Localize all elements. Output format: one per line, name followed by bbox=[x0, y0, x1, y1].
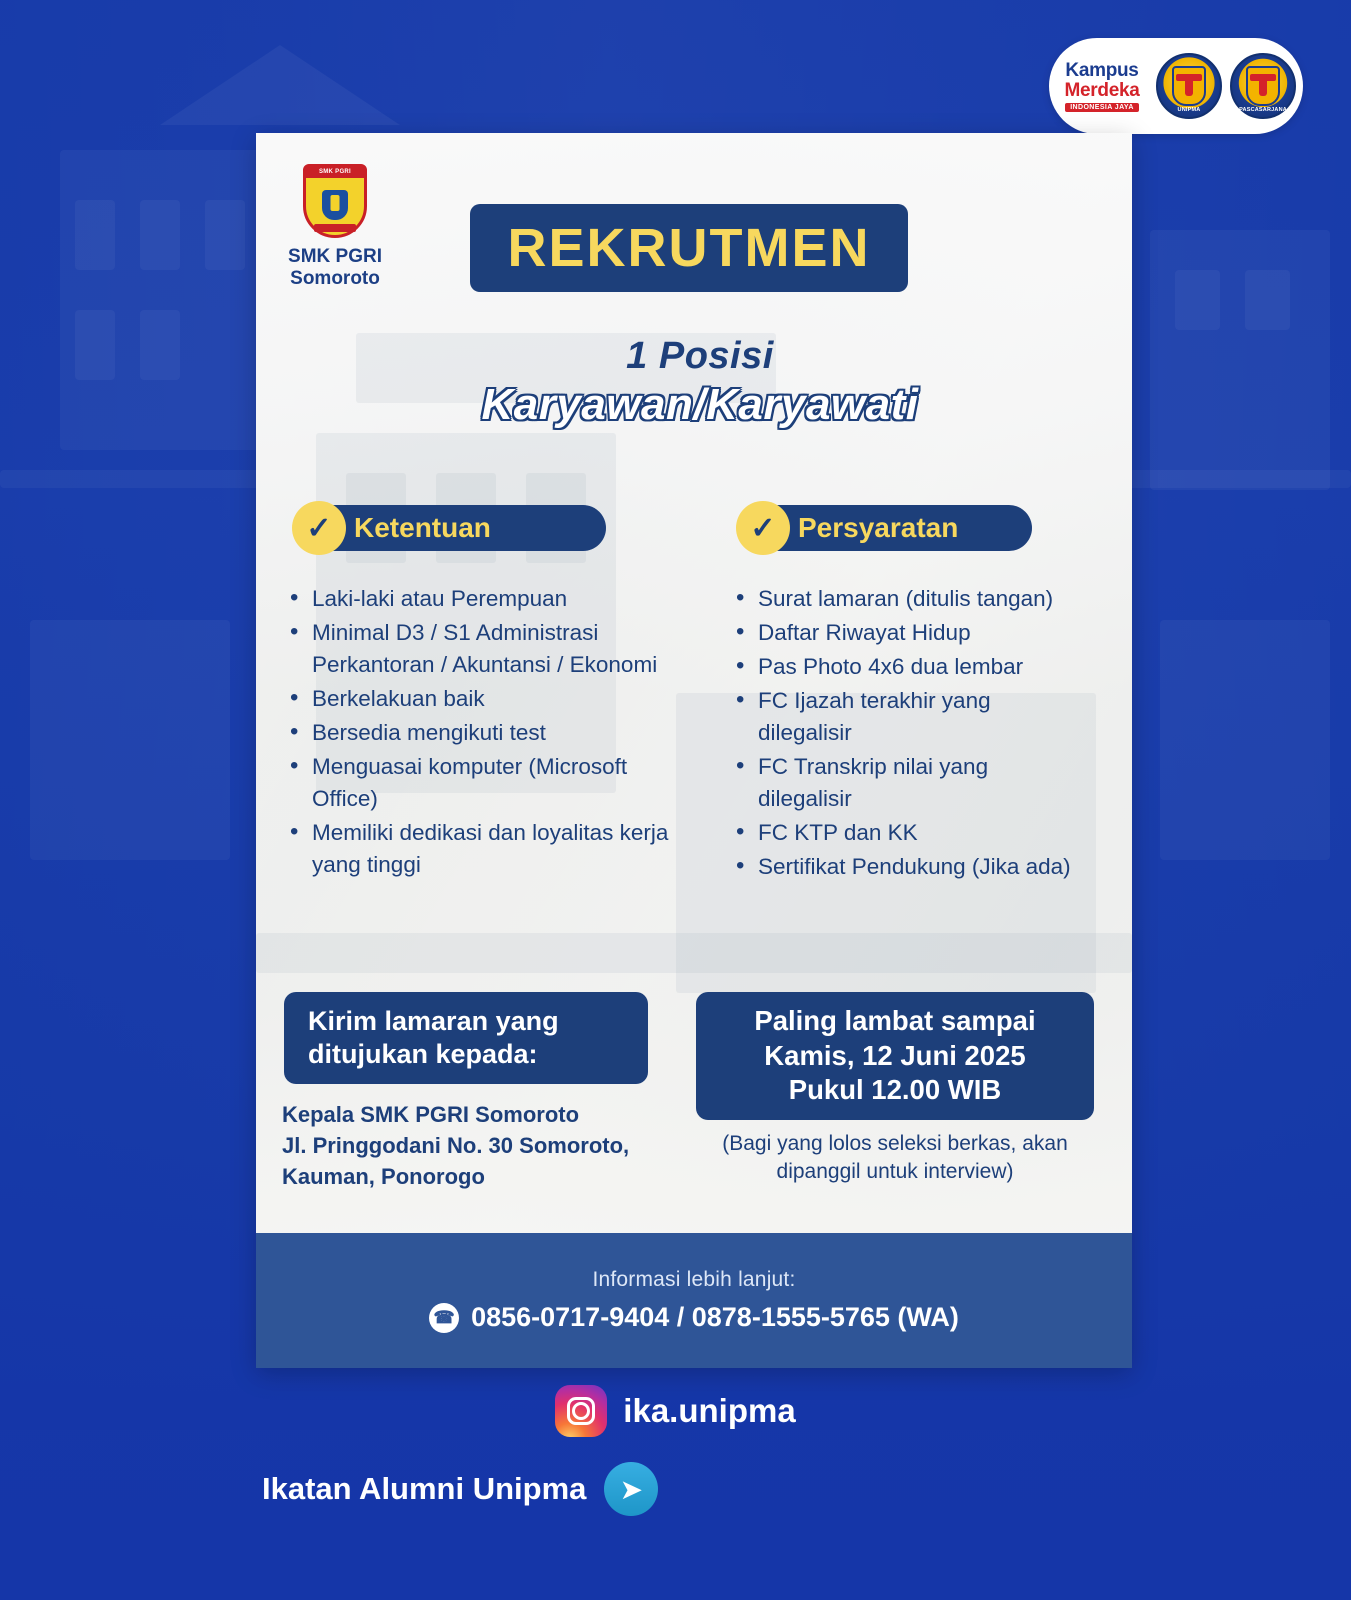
deadline-line2: Kamis, 12 Juni 2025 bbox=[764, 1039, 1026, 1071]
deadline-line3: Pukul 12.00 WIB bbox=[788, 1074, 1002, 1106]
headline-text: REKRUTMEN bbox=[507, 218, 871, 278]
pascasarjana-seal-label: PASCASARJANA bbox=[1239, 107, 1287, 113]
kampus-merdeka-line2: Merdeka bbox=[1064, 79, 1140, 101]
footer-info-label: Informasi lebih lanjut: bbox=[592, 1268, 796, 1291]
position-block bbox=[440, 335, 960, 430]
unipma-seal-label: UNIPMA bbox=[1177, 107, 1201, 113]
send-to-heading-line2: ditujukan kepada: bbox=[308, 1039, 538, 1069]
footer-phone-numbers: 0856-0717-9404 / 0878-1555-5765 (WA) bbox=[471, 1302, 959, 1332]
list-item: • Berkelakuan baik bbox=[284, 683, 684, 715]
kampus-merdeka-tagline: INDONESIA JAYA bbox=[1065, 103, 1139, 112]
alumni-row bbox=[262, 1462, 658, 1516]
send-to-heading-line1: Kirim lamaran yang bbox=[308, 1006, 559, 1037]
school-name-line1: SMK PGRI bbox=[288, 246, 382, 267]
list-item: • Sertifikat Pendukung (Jika ada) bbox=[730, 851, 1075, 883]
list-item: • FC Ijazah terakhir yang dilegalisir bbox=[730, 685, 1075, 749]
address-line1: Kepala SMK PGRI Somoroto bbox=[282, 1102, 580, 1127]
unipma-seal-icon bbox=[1156, 53, 1222, 119]
school-name bbox=[285, 246, 385, 290]
position-count: 1 Posisi bbox=[626, 335, 774, 377]
deadline-line1: Paling lambat sampai bbox=[754, 1005, 1036, 1037]
deadline-banner bbox=[696, 992, 1094, 1120]
check-icon: ✓ bbox=[736, 501, 790, 555]
list-item: • FC Transkrip nilai yang dilegalisir bbox=[730, 751, 1075, 815]
list-item: • Daftar Riwayat Hidup bbox=[730, 617, 1075, 649]
instagram-icon[interactable] bbox=[555, 1385, 607, 1437]
list-item: • Minimal D3 / S1 Administrasi Perkantoran / Akuntansi / Ekonomi bbox=[284, 617, 684, 681]
school-name-line2: Somoroto bbox=[290, 267, 380, 289]
deadline-note-line2: dipanggil untuk interview) bbox=[776, 1160, 1014, 1184]
instagram-row[interactable] bbox=[0, 1385, 1351, 1437]
headline-banner bbox=[470, 204, 908, 292]
list-item: • Laki-laki atau Perempuan bbox=[284, 583, 684, 615]
list-item: • Bersedia mengikuti test bbox=[284, 717, 684, 749]
list-persyaratan bbox=[730, 583, 1075, 884]
address-line2: Jl. Pringgodani No. 30 Somoroto, bbox=[282, 1132, 630, 1158]
address-line3: Kauman, Ponorogo bbox=[282, 1163, 485, 1189]
kampus-merdeka-line1: Kampus bbox=[1065, 59, 1139, 81]
list-item: • Surat lamaran (ditulis tangan) bbox=[730, 583, 1075, 615]
check-icon: ✓ bbox=[292, 501, 346, 555]
phone-icon: ☎ bbox=[429, 1303, 459, 1333]
deadline-note bbox=[690, 1130, 1100, 1187]
kampus-merdeka-badge bbox=[1049, 38, 1303, 134]
crest-top-label: SMK PGRI bbox=[306, 165, 364, 178]
footer-phone-row bbox=[429, 1302, 959, 1333]
pascasarjana-seal-icon bbox=[1230, 53, 1296, 119]
telegram-icon[interactable]: ➤ bbox=[604, 1462, 658, 1516]
section-header-ketentuan bbox=[296, 505, 606, 551]
send-to-banner bbox=[284, 992, 648, 1084]
section-header-persyaratan bbox=[740, 505, 1032, 551]
list-item: • Menguasai komputer (Microsoft Office) bbox=[284, 751, 684, 815]
section-title-ketentuan: Ketentuan bbox=[354, 512, 491, 543]
position-title: Karyawan/Karyawati bbox=[481, 380, 919, 429]
smk-pgri-crest-icon bbox=[303, 164, 367, 238]
deadline-note-line1: (Bagi yang lolos seleksi berkas, akan bbox=[722, 1132, 1068, 1155]
list-item: • Pas Photo 4x6 dua lembar bbox=[730, 651, 1075, 683]
section-title-persyaratan: Persyaratan bbox=[798, 512, 959, 543]
list-item: • Memiliki dedikasi dan loyalitas kerja yang tinggi bbox=[284, 817, 684, 881]
school-logo-block bbox=[285, 164, 385, 290]
list-ketentuan bbox=[284, 583, 684, 882]
instagram-handle[interactable]: ika.unipma bbox=[623, 1392, 796, 1429]
organization-name: Ikatan Alumni Unipma bbox=[262, 1471, 587, 1506]
send-to-address bbox=[282, 1100, 682, 1192]
kampus-merdeka-logo bbox=[1056, 61, 1148, 112]
poster-footer bbox=[256, 1233, 1132, 1368]
list-item: • FC KTP dan KK bbox=[730, 817, 1075, 849]
